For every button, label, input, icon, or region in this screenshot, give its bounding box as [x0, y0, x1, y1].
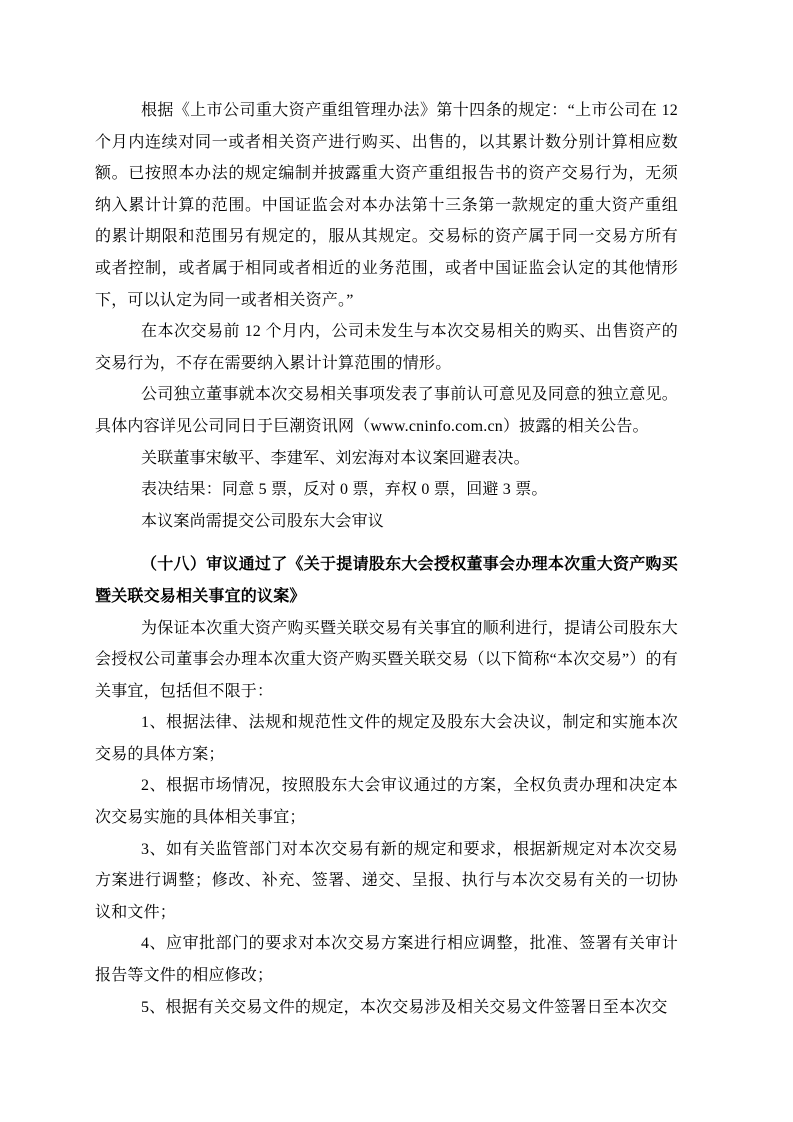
paragraph-vote-result: 表决结果：同意 5 票，反对 0 票，弃权 0 票，回避 3 票。 — [141, 481, 548, 499]
paragraph-submit-to-shareholders: 本议案尚需提交公司股东大会审议 — [141, 512, 385, 530]
list-item-authorization-2: 2、根据市场情况，按照股东大会审议通过的方案，全权负责办理和决定本次交易实施的具体相关事宜； — [95, 777, 678, 827]
list-item-authorization-3: 3、如有关监管部门对本次交易有新的规定和要求，根据新规定对本次交易方案进行调整；修改、补充、签署、递交、呈报、执行与本次交易有关的一切协议和文件； — [95, 840, 678, 921]
paragraph-related-directors-abstain: 关联董事宋敏平、李建军、刘宏海对本议案回避表决。 — [141, 449, 530, 467]
list-item-authorization-4: 4、应审批部门的要求对本次交易方案进行相应调整，批准、签署有关审计报告等文件的相应修改； — [95, 935, 678, 985]
paragraph-independent-directors-opinion: 公司独立董事就本次交易相关事项发表了事前认可意见及同意的独立意见。具体内容详见公司同日于巨潮资讯网（www.cninfo.com.cn）披露的相关公告。 — [95, 386, 678, 435]
paragraph-reorg-measures-quote: 根据《上市公司重大资产重组管理办法》第十四条的规定：“上市公司在 12 个月内连续对同一或者相关资产进行购买、出售的，以其累计数分别计算相应数额。已按照本办法的规定编制并披露重大资产重组报告书的资产交易行为，无须纳入累计计算的范围。中国证监会对本办法第十三条第一款规定的重大资产重组的累计期限和范围另有规定的，服从其规定。交易标的资产属于同一交易方所有或者控制，或者属于相同或者相近的业务范围，或者中国证监会认定的其他情形下，可以认定为同一或者相关资产。” — [95, 102, 678, 309]
list-item-authorization-1: 1、根据法律、法规和规范性文件的规定及股东大会决议，制定和实施本次交易的具体方案； — [95, 714, 678, 763]
paragraph-authorization-intro: 为保证本次重大资产购买暨关联交易有关事宜的顺利进行，提请公司股东大会授权公司董事会办理本次重大资产购买暨关联交易（以下简称“本次交易”）的有关事宜，包括但不限于： — [95, 619, 678, 700]
paragraph-no-cumulative-transactions: 在本次交易前 12 个月内，公司未发生与本次交易相关的购买、出售资产的交易行为，不存在需要纳入累计计算范围的情形。 — [95, 323, 678, 372]
list-item-authorization-5: 5、根据有关交易文件的规定，本次交易涉及相关交易文件签署日至本次交 — [141, 998, 668, 1016]
section-heading-item-18: （十八）审议通过了《关于提请股东大会授权董事会办理本次重大资产购买暨关联交易相关事宜的议案》 — [95, 556, 678, 605]
